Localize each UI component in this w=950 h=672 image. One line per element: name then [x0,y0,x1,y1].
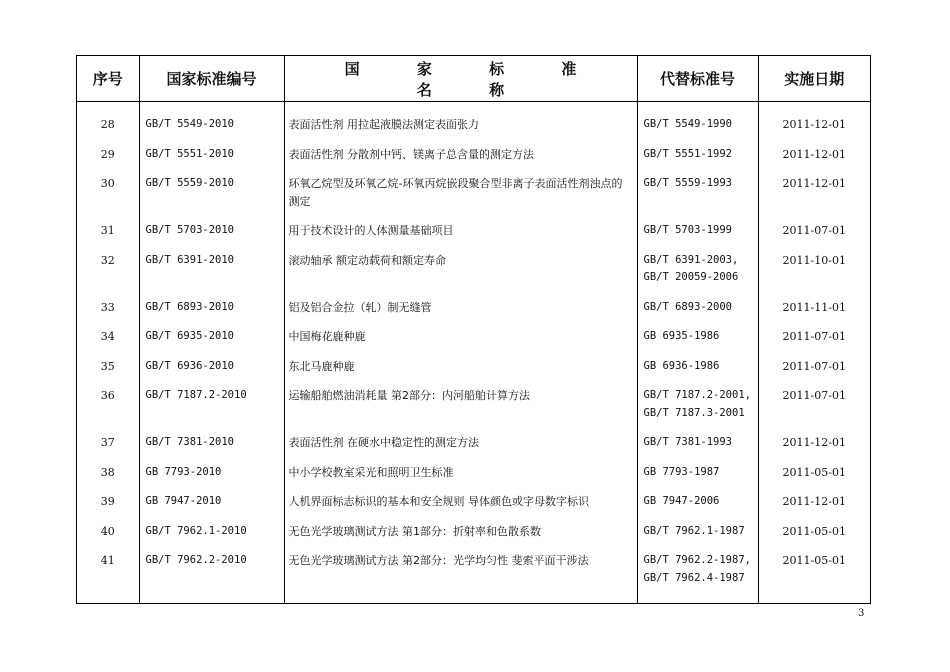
replaced-standard-code: GB/T 7962.4-1987 [643,571,745,584]
row-standard-name: 表面活性剂 用拉起液膜法测定表面张力 [284,110,637,140]
replaced-standard-code: GB/T 5703-1999 [643,224,733,236]
header-standard-name: 国 家 标 准 名 称 [284,56,637,102]
row-standard-name: 人机界面标志标识的基本和安全规则 导体颜色或字母数字标识 [284,487,637,517]
row-standard-code: GB/T 5703-2010 [139,216,284,246]
table-row [77,352,870,382]
row-implementation-date: 2011-12-01 [782,177,846,190]
row-standard-name: 铝及铝合金拉（轧）制无缝管 [284,293,637,323]
table-row [77,546,870,593]
replaced-standard-code: GB/T 7962.2-1987, [643,554,751,566]
row-implementation-date: 2011-12-01 [782,118,846,131]
row-implementation-date: 2011-12-01 [782,147,846,161]
header-replaced-standard: 代替标准号 [637,56,758,102]
replaced-standard-code: GB 6936-1986 [643,359,720,372]
row-implementation-date: 2011-07-01 [782,224,846,237]
table-row [77,169,870,216]
filler-cell [758,593,870,603]
replaced-standard-code: GB/T 5559-1993 [643,177,733,189]
row-standard-code: GB 7947-2010 [139,487,284,517]
row-serial-number: 35 [77,352,139,382]
row-serial-number: 36 [77,381,139,428]
table-header-row [77,56,870,102]
row-serial-number: 40 [77,517,139,547]
row-implementation-date: 2011-07-01 [782,330,846,343]
row-standard-name: 东北马鹿种鹿 [284,352,637,382]
row-standard-name: 无色光学玻璃测试方法 第2部分：光学均匀性 斐索平面干涉法 [284,546,637,593]
standards-table [76,55,871,604]
row-standard-code: GB/T 6391-2010 [139,246,284,293]
row-standard-code: GB/T 6935-2010 [139,322,284,352]
row-standard-code: GB/T 5549-2010 [139,110,284,140]
row-replaced-standard [637,110,758,140]
row-standard-name: 表面活性剂 分散剂中钙、镁离子总含量的测定方法 [284,140,637,170]
replaced-standard-code: GB/T 20059-2006 [643,271,739,283]
row-replaced-standard [637,546,758,593]
row-implementation-date: 2011-12-01 [782,436,846,449]
row-implementation-date: 2011-12-01 [782,495,846,508]
header-serial-number: 序号 [77,56,139,102]
row-replaced-standard [637,169,758,216]
row-replaced-standard [637,216,758,246]
row-implementation-date: 2011-07-01 [782,359,846,373]
replaced-standard-code: GB/T 5551-1992 [643,147,733,160]
row-standard-name: 表面活性剂 在硬水中稳定性的测定方法 [284,428,637,458]
row-standard-code: GB/T 7962.1-2010 [139,517,284,547]
row-standard-name: 环氧乙烷型及环氧乙烷-环氧丙烷嵌段聚合型非离子表面活性剂浊点的测定 [284,169,637,216]
row-replaced-standard [637,458,758,488]
row-implementation-date: 2011-10-01 [782,253,846,267]
row-replaced-standard [637,517,758,547]
table-row [77,381,870,428]
replaced-standard-code: GB/T 5549-1990 [643,118,733,130]
table-row [77,293,870,323]
row-standard-code: GB/T 7962.2-2010 [139,546,284,593]
row-replaced-standard [637,428,758,458]
row-replaced-standard [637,293,758,323]
row-serial-number: 38 [77,458,139,488]
filler-cell [139,593,284,603]
row-standard-name: 中小学校教室采光和照明卫生标准 [284,458,637,488]
row-replaced-standard [637,322,758,352]
row-standard-code: GB 7793-2010 [139,458,284,488]
replaced-standard-code: GB 6935-1986 [643,330,720,342]
row-serial-number: 30 [77,169,139,216]
table-row [77,322,870,352]
row-standard-code: GB/T 6893-2010 [139,293,284,323]
row-replaced-standard [637,140,758,170]
row-replaced-standard [637,246,758,293]
row-serial-number: 33 [77,293,139,323]
row-serial-number: 28 [77,110,139,140]
replaced-standard-code: GB/T 7187.3-2001 [643,406,745,419]
table-row [77,428,870,458]
row-standard-code: GB/T 6936-2010 [139,352,284,382]
row-standard-name: 中国梅花鹿种鹿 [284,322,637,352]
replaced-standard-code: GB/T 6893-2000 [643,300,733,313]
row-serial-number: 37 [77,428,139,458]
table-row [77,216,870,246]
replaced-standard-code: GB/T 7962.1-1987 [643,524,745,537]
filler-cell [77,593,139,603]
row-standard-code: GB/T 7381-2010 [139,428,284,458]
replaced-standard-code: GB/T 6391-2003, [643,253,739,266]
row-standard-name: 运输船舶燃油消耗量 第2部分：内河船舶计算方法 [284,381,637,428]
row-replaced-standard [637,381,758,428]
row-serial-number: 29 [77,140,139,170]
row-implementation-date: 2011-05-01 [782,524,846,538]
row-standard-code: GB/T 5559-2010 [139,169,284,216]
replaced-standard-code: GB 7793-1987 [643,465,720,478]
replaced-standard-code: GB/T 7187.2-2001, [643,389,751,401]
table-row [77,517,870,547]
standards-table-grid [77,56,870,603]
row-serial-number: 34 [77,322,139,352]
header-implementation-date: 实施日期 [758,56,870,102]
row-serial-number: 39 [77,487,139,517]
filler-cell [284,593,637,603]
replaced-standard-code: GB 7947-2006 [643,495,720,507]
row-standard-code: GB/T 7187.2-2010 [139,381,284,428]
row-implementation-date: 2011-07-01 [782,389,846,402]
table-row [77,110,870,140]
row-standard-name: 用于技术设计的人体测量基础项目 [284,216,637,246]
table-row [77,487,870,517]
row-implementation-date: 2011-11-01 [782,300,846,314]
row-implementation-date: 2011-05-01 [782,465,846,479]
row-serial-number: 41 [77,546,139,593]
row-serial-number: 32 [77,246,139,293]
row-standard-name: 滚动轴承 额定动载荷和额定寿命 [284,246,637,293]
table-row [77,140,870,170]
replaced-standard-code: GB/T 7381-1993 [643,436,733,448]
row-standard-name: 无色光学玻璃测试方法 第1部分：折射率和色散系数 [284,517,637,547]
table-row [77,458,870,488]
row-replaced-standard [637,352,758,382]
row-replaced-standard [637,487,758,517]
header-standard-code: 国家标准编号 [139,56,284,102]
table-row [77,246,870,293]
row-standard-code: GB/T 5551-2010 [139,140,284,170]
row-serial-number: 31 [77,216,139,246]
page-number: 3 [858,608,865,619]
table-body [77,102,870,604]
filler-cell [637,593,758,603]
row-implementation-date: 2011-05-01 [782,554,846,567]
